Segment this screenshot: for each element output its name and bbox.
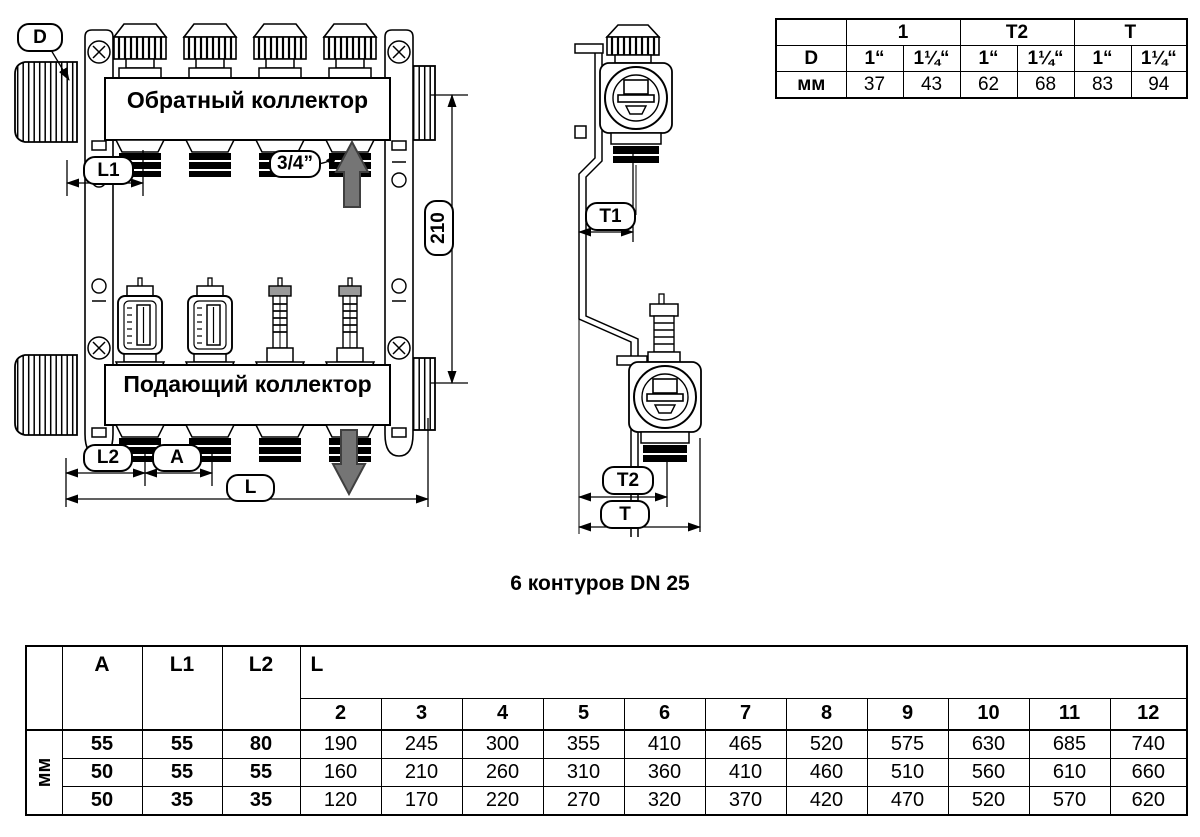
col-header-l1: L1 — [142, 646, 222, 730]
mm-cell: 43 — [903, 72, 960, 99]
col-group-t2: T2 — [960, 19, 1074, 46]
cell-empty — [776, 19, 846, 46]
cell-l1: 55 — [142, 730, 222, 759]
loop-count: 10 — [948, 698, 1029, 730]
mm-cell: 37 — [846, 72, 903, 99]
size-cell: 1¼“ — [1131, 46, 1187, 72]
side-valve-top — [600, 25, 672, 215]
loop-count: 11 — [1029, 698, 1110, 730]
col-group-1: 1 — [846, 19, 960, 46]
dim-label-t1: T1 — [585, 202, 636, 231]
cell-l: 320 — [624, 786, 705, 815]
manifold-side-view — [555, 10, 755, 555]
dim-label-l2: L2 — [83, 444, 133, 472]
cell-l2: 55 — [222, 758, 300, 786]
cell-empty — [26, 646, 62, 730]
cell-l: 370 — [705, 786, 786, 815]
cell-a: 50 — [62, 758, 142, 786]
cell-l: 630 — [948, 730, 1029, 759]
return-manifold-title: Обратный коллектор — [126, 87, 369, 113]
mm-cell: 68 — [1017, 72, 1074, 99]
cell-l: 685 — [1029, 730, 1110, 759]
cell-l: 210 — [381, 758, 462, 786]
dim-label-l: L — [226, 474, 275, 502]
drawing-caption: 6 контуров DN 25 — [510, 572, 690, 595]
cell-l: 470 — [867, 786, 948, 815]
size-cell: 1“ — [846, 46, 903, 72]
loop-count: 12 — [1110, 698, 1187, 730]
loop-count: 5 — [543, 698, 624, 730]
cell-l: 220 — [462, 786, 543, 815]
cell-l: 520 — [948, 786, 1029, 815]
col-header-a: A — [62, 646, 142, 730]
cell-l: 160 — [300, 758, 381, 786]
cell-a: 50 — [62, 786, 142, 815]
cell-a: 55 — [62, 730, 142, 759]
cell-l: 310 — [543, 758, 624, 786]
col-header-l: L — [300, 646, 1187, 698]
cell-l: 260 — [462, 758, 543, 786]
cell-l: 120 — [300, 786, 381, 815]
mm-cell: 94 — [1131, 72, 1187, 99]
flow-meters — [116, 278, 374, 375]
cell-l: 300 — [462, 730, 543, 759]
cell-l: 410 — [624, 730, 705, 759]
loop-count: 9 — [867, 698, 948, 730]
cell-l: 740 — [1110, 730, 1187, 759]
size-cell: 1“ — [960, 46, 1017, 72]
cell-l: 420 — [786, 786, 867, 815]
cell-l: 610 — [1029, 758, 1110, 786]
cell-l1: 35 — [142, 786, 222, 815]
cell-l: 170 — [381, 786, 462, 815]
connection-dims-table — [775, 18, 1188, 99]
loop-count: 7 — [705, 698, 786, 730]
cell-l1: 55 — [142, 758, 222, 786]
cell-l: 465 — [705, 730, 786, 759]
cell-l: 560 — [948, 758, 1029, 786]
loop-count: 4 — [462, 698, 543, 730]
cell-l: 510 — [867, 758, 948, 786]
dim-label-210: 210 — [424, 200, 454, 256]
cell-l: 570 — [1029, 786, 1110, 815]
col-group-t: T — [1074, 19, 1187, 46]
size-cell: 1“ — [1074, 46, 1131, 72]
supply-manifold-title: Подающий коллектор — [123, 371, 372, 397]
cell-l: 410 — [705, 758, 786, 786]
dim-label-a: A — [152, 444, 202, 472]
cell-l: 360 — [624, 758, 705, 786]
dim-label-t2: T2 — [602, 466, 654, 495]
cell-l: 620 — [1110, 786, 1187, 815]
size-cell: 1¼“ — [903, 46, 960, 72]
dim-label-t: T — [600, 500, 650, 529]
length-dims-table — [25, 645, 1188, 816]
mm-cell: 62 — [960, 72, 1017, 99]
mm-cell: 83 — [1074, 72, 1131, 99]
cell-l: 270 — [543, 786, 624, 815]
row-label-d: D — [776, 46, 846, 72]
outlet-size-label: 3/4” — [269, 150, 321, 178]
side-valve-bottom — [629, 294, 701, 462]
unit-label: мм — [26, 730, 62, 815]
dim-label-d: D — [17, 23, 63, 52]
loop-count: 8 — [786, 698, 867, 730]
loop-count: 3 — [381, 698, 462, 730]
cell-l: 575 — [867, 730, 948, 759]
size-cell: 1¼“ — [1017, 46, 1074, 72]
cell-l: 245 — [381, 730, 462, 759]
cell-l2: 35 — [222, 786, 300, 815]
loop-count: 6 — [624, 698, 705, 730]
row-label-mm: мм — [776, 72, 846, 99]
cell-l: 190 — [300, 730, 381, 759]
col-header-l2: L2 — [222, 646, 300, 730]
valve-caps — [114, 24, 376, 78]
cell-l: 520 — [786, 730, 867, 759]
dim-label-l1: L1 — [83, 156, 134, 185]
cell-l: 660 — [1110, 758, 1187, 786]
cell-l2: 80 — [222, 730, 300, 759]
loop-count: 2 — [300, 698, 381, 730]
cell-l: 355 — [543, 730, 624, 759]
cell-l: 460 — [786, 758, 867, 786]
